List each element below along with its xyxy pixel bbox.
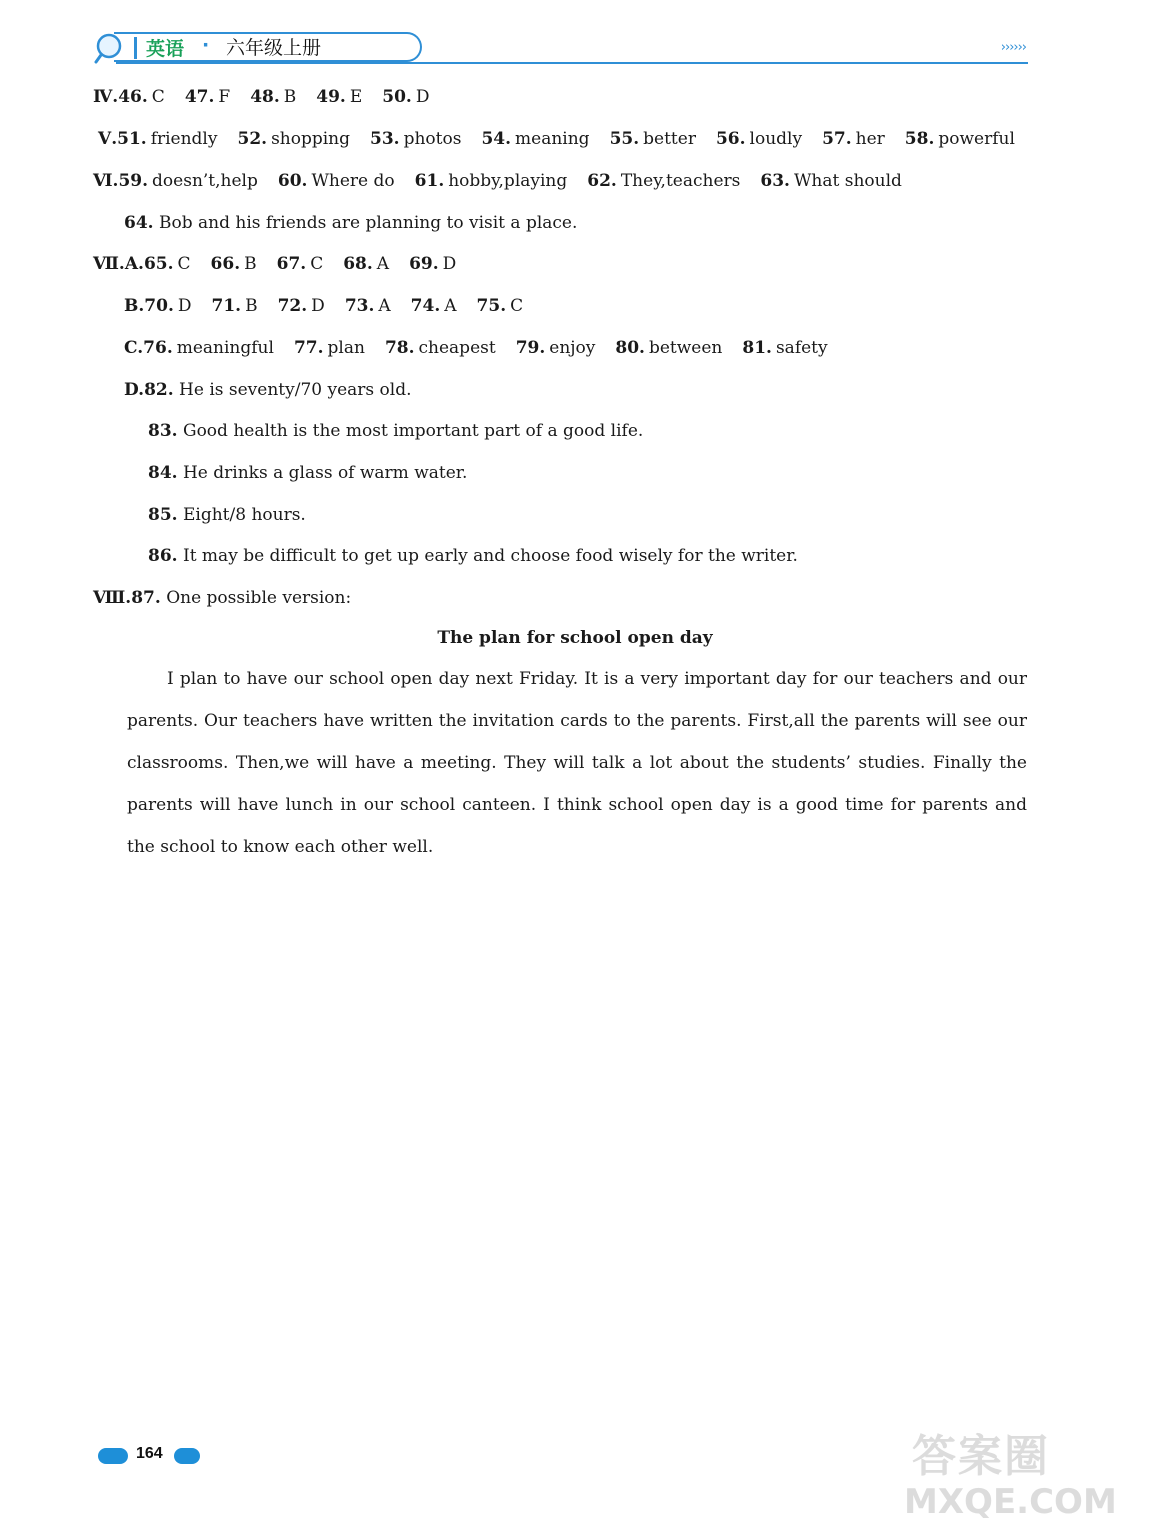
item-answer: cheapest (418, 338, 496, 358)
item-number: 80. (615, 338, 645, 358)
item-answer: B (244, 254, 257, 274)
section-vii-b (124, 295, 543, 317)
item-answer: doesn’t,help (152, 171, 258, 191)
footer-left-pill (98, 1448, 128, 1464)
part-label: C. (124, 338, 144, 358)
chevrons-icon: ›››››› (1000, 40, 1026, 55)
header-dot: · (202, 34, 210, 56)
item-number: 57. (822, 129, 852, 149)
item-number: 53. (370, 129, 400, 149)
item-85 (148, 504, 306, 526)
item-number: 71. (211, 296, 242, 316)
item-answer: He is seventy/70 years old. (179, 380, 412, 400)
item-answer: What should (793, 171, 902, 191)
subject-label: 英语 (146, 38, 185, 60)
section-label: Ⅳ. (93, 87, 119, 107)
item-answer: better (643, 129, 696, 149)
item-answer: Good health is the most important part of a good life. (182, 421, 644, 441)
item-number: 79. (515, 338, 546, 358)
item-answer: E (349, 87, 363, 107)
item-answer: hobby,playing (448, 171, 568, 191)
item-number: 78. (384, 338, 415, 358)
item-83 (148, 420, 643, 442)
item-answer: He drinks a glass of warm water. (182, 463, 468, 483)
item-answer: photos (403, 129, 462, 149)
item-number: 84. (148, 463, 178, 483)
item-answer: loudly (749, 129, 803, 149)
item-number: 56. (715, 129, 746, 149)
item-number: 64. (124, 213, 154, 233)
section-label: Ⅷ. (93, 588, 132, 608)
item-number: 63. (760, 171, 790, 191)
item-answer: They,teachers (620, 171, 741, 191)
item-number: 72. (277, 296, 308, 316)
item-answer: meaning (515, 129, 590, 149)
item-answer: A (378, 296, 391, 316)
item-answer: It may be difficult to get up early and choose food wisely for the writer. (182, 546, 798, 566)
item-answer: shopping (271, 129, 351, 149)
item-number: 60. (277, 171, 308, 191)
item-number: 50. (382, 87, 412, 107)
header-rule (116, 62, 1028, 64)
item-number: 46. (118, 87, 148, 107)
item-number: 55. (609, 129, 640, 149)
item-number: 82. (144, 380, 174, 400)
item-number: 58. (904, 129, 935, 149)
item-number: 51. (117, 129, 147, 149)
item-answer: A (376, 254, 390, 274)
item-answer: powerful (938, 129, 1015, 149)
item-answer: D (415, 87, 430, 107)
item-answer: One possible version: (166, 588, 352, 608)
section-v (98, 128, 1035, 150)
item-answer: C (510, 296, 524, 316)
item-answer: Where do (311, 171, 395, 191)
item-number: 70. (144, 296, 174, 316)
item-answer: D (442, 254, 457, 274)
item-number: 81. (742, 338, 772, 358)
item-answer: C (151, 87, 165, 107)
item-number: 47. (184, 87, 215, 107)
item-answer: enjoy (549, 338, 596, 358)
item-number: 76. (143, 338, 173, 358)
part-label: B. (124, 296, 145, 316)
item-number: 67. (276, 254, 307, 274)
watermark-logo (900, 1420, 1117, 1530)
item-number: 77. (293, 338, 324, 358)
part-label: D. (124, 380, 145, 400)
page-number: 164 (136, 1445, 163, 1462)
item-number: 61. (414, 171, 445, 191)
essay-title: The plan for school open day (437, 628, 713, 648)
item-number: 66. (210, 254, 241, 274)
item-answer: Bob and his friends are planning to visit a place. (158, 213, 578, 233)
item-number: 83. (148, 421, 178, 441)
section-vii-d (124, 379, 412, 401)
item-answer: Eight/8 hours. (182, 505, 306, 525)
page-footer (98, 1442, 228, 1470)
item-number: 87. (131, 588, 161, 608)
item-number: 62. (587, 171, 617, 191)
footer-right-pill (174, 1448, 200, 1464)
item-answer: D (177, 296, 192, 316)
item-number: 59. (118, 171, 149, 191)
item-answer: safety (775, 338, 828, 358)
item-number: 54. (481, 129, 512, 149)
item-number: 85. (148, 505, 178, 525)
item-answer: friendly (150, 129, 218, 149)
watermark-bottom-text: MXQE.COM (904, 1482, 1117, 1522)
section-vii-a (93, 253, 476, 275)
item-86 (148, 545, 798, 567)
section-label: Ⅴ. (98, 129, 118, 149)
section-label: Ⅵ. (93, 171, 119, 191)
item-64 (124, 212, 577, 234)
item-answer: F (218, 87, 231, 107)
page-header (92, 28, 1032, 72)
section-viii (93, 587, 351, 609)
item-number: 52. (237, 129, 268, 149)
item-number: 75. (476, 296, 507, 316)
item-answer: plan (327, 338, 365, 358)
item-number: 74. (410, 296, 441, 316)
item-answer: B (245, 296, 258, 316)
section-iv (93, 86, 449, 108)
part-label: A. (124, 254, 144, 274)
item-84 (148, 462, 467, 484)
item-answer: her (855, 129, 885, 149)
item-number: 73. (344, 296, 375, 316)
section-label: Ⅶ. (93, 254, 125, 274)
item-number: 69. (409, 254, 439, 274)
watermark-top-text: 答案圈 (912, 1431, 1050, 1482)
section-vii-c (124, 337, 848, 359)
item-answer: between (648, 338, 723, 358)
header-divider (134, 37, 137, 59)
item-number: 49. (316, 87, 346, 107)
item-answer: D (311, 296, 325, 316)
grade-label: 六年级上册 (226, 37, 322, 59)
item-number: 65. (143, 254, 174, 274)
item-answer: C (177, 254, 191, 274)
section-vi (93, 170, 922, 192)
item-answer: meaningful (176, 338, 274, 358)
essay-paragraph: I plan to have our school open day next Friday. It is a very important day for our teachers and our parents. Our teachers have written the invitation cards to the parents. First,all the parents will see our classrooms. Then,we will have a meeting. They will talk a lot about the students’ studies. Finally the parents will have lunch in our school canteen. I think school open day is a good time for parents and the school to know each other well. (127, 669, 1027, 857)
item-answer: B (283, 87, 297, 107)
item-number: 48. (250, 87, 280, 107)
item-answer: C (310, 254, 324, 274)
item-number: 68. (343, 254, 373, 274)
item-number: 86. (148, 546, 178, 566)
item-answer: A (444, 296, 457, 316)
